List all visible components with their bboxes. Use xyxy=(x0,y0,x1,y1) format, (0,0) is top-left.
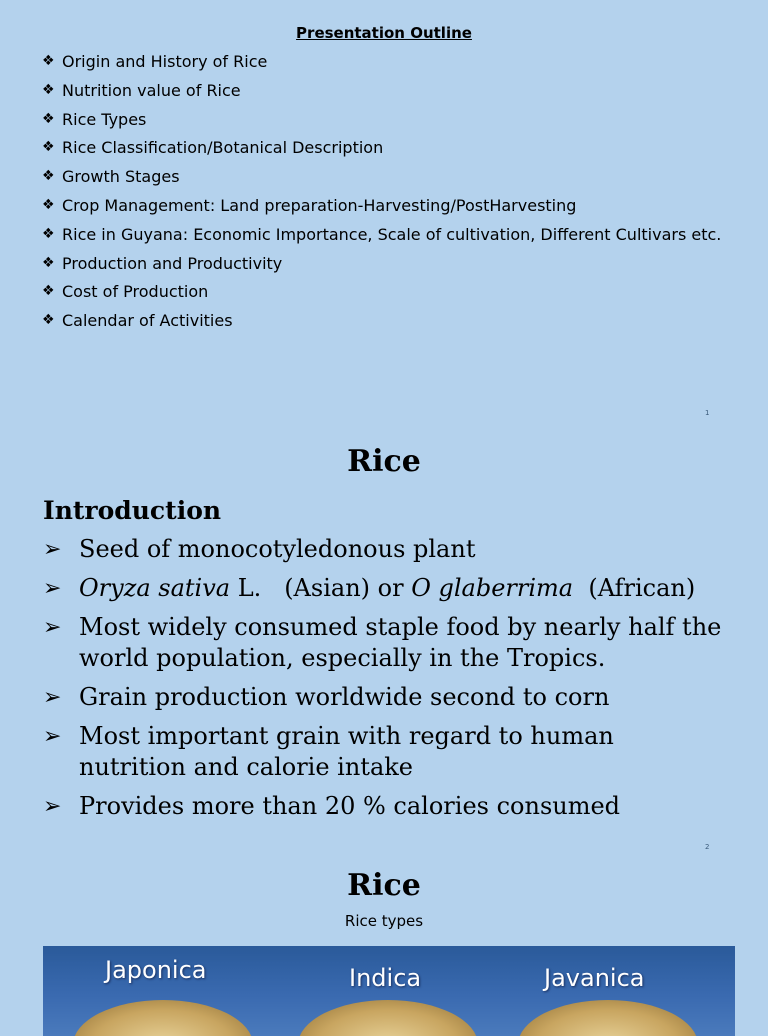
diamond-bullet-icon: ❖ xyxy=(42,312,55,329)
list-item: ➢ Most important grain with regard to human nutrition and calorie intake xyxy=(43,722,614,781)
page-number: 2 xyxy=(705,843,710,851)
diamond-bullet-icon: ❖ xyxy=(42,139,55,156)
slide-rice-types xyxy=(0,860,768,1024)
intro-list xyxy=(43,534,723,830)
list-item: ❖ Calendar of Activities xyxy=(42,311,233,331)
slide-title: Rice xyxy=(347,444,421,479)
javanica-grain-image xyxy=(518,1000,698,1036)
species-name: O glaberrima xyxy=(411,574,574,602)
slide-title: Rice xyxy=(347,868,421,903)
list-item: ❖ Nutrition value of Rice xyxy=(42,80,241,100)
arrow-bullet-icon: ➢ xyxy=(43,537,62,562)
list-item: ❖ Growth Stages xyxy=(42,167,180,187)
slide-subtitle: Rice types xyxy=(344,912,424,930)
species-name: Oryza sativa xyxy=(79,574,231,602)
indica-grain-image xyxy=(298,1000,478,1036)
list-item: ❖ Rice Types xyxy=(42,109,147,129)
arrow-bullet-icon: ➢ xyxy=(43,794,62,819)
list-item: ❖ Crop Management: Land preparation-Harvesting/PostHarvesting xyxy=(42,195,577,215)
photo-label-javanica: Javanica xyxy=(544,964,645,992)
arrow-bullet-icon: ➢ xyxy=(43,576,62,601)
diamond-bullet-icon: ❖ xyxy=(42,225,55,242)
diamond-bullet-icon: ❖ xyxy=(42,283,55,300)
arrow-bullet-icon: ➢ xyxy=(43,724,62,749)
list-item: ➢ Seed of monocotyledonous plant xyxy=(43,535,476,563)
list-item: ❖ Cost of Production xyxy=(42,282,209,302)
list-item: ➢ Grain production worldwide second to corn xyxy=(43,683,610,711)
section-heading: Introduction xyxy=(43,496,222,525)
diamond-bullet-icon: ❖ xyxy=(42,81,55,98)
outline-list xyxy=(42,51,721,339)
diamond-bullet-icon: ❖ xyxy=(42,110,55,127)
list-item: ❖ Rice in Guyana: Economic Importance, Scale of cultivation, Different Cultivars etc. xyxy=(42,224,722,244)
diamond-bullet-icon: ❖ xyxy=(42,53,55,69)
list-item: ➢ Most widely consumed staple food by nearly half the world population, especially in the Tropics. xyxy=(43,613,722,672)
diamond-bullet-icon: ❖ xyxy=(42,196,55,213)
list-item: ➢ Provides more than 20 % calories consumed xyxy=(43,792,621,820)
arrow-bullet-icon: ➢ xyxy=(43,685,62,710)
slide-introduction xyxy=(0,430,768,860)
rice-types-photo xyxy=(43,946,735,1036)
list-item: ❖ Production and Productivity xyxy=(42,253,283,273)
photo-label-japonica: Japonica xyxy=(105,956,207,984)
slide-outline xyxy=(0,0,768,430)
japonica-grain-image xyxy=(73,1000,253,1036)
arrow-bullet-icon: ➢ xyxy=(43,615,62,640)
list-item: ❖ Rice Classification/Botanical Description xyxy=(42,138,384,158)
outline-title: Presentation Outline xyxy=(296,24,472,42)
page-number: 1 xyxy=(705,409,710,417)
diamond-bullet-icon: ❖ xyxy=(42,254,55,271)
diamond-bullet-icon: ❖ xyxy=(42,168,55,185)
photo-label-indica: Indica xyxy=(349,964,422,992)
list-item: ❖ Origin and History of Rice xyxy=(42,52,268,71)
list-item: ➢ Oryza sativa L. (Asian) or O glaberrima (African) xyxy=(43,574,696,602)
